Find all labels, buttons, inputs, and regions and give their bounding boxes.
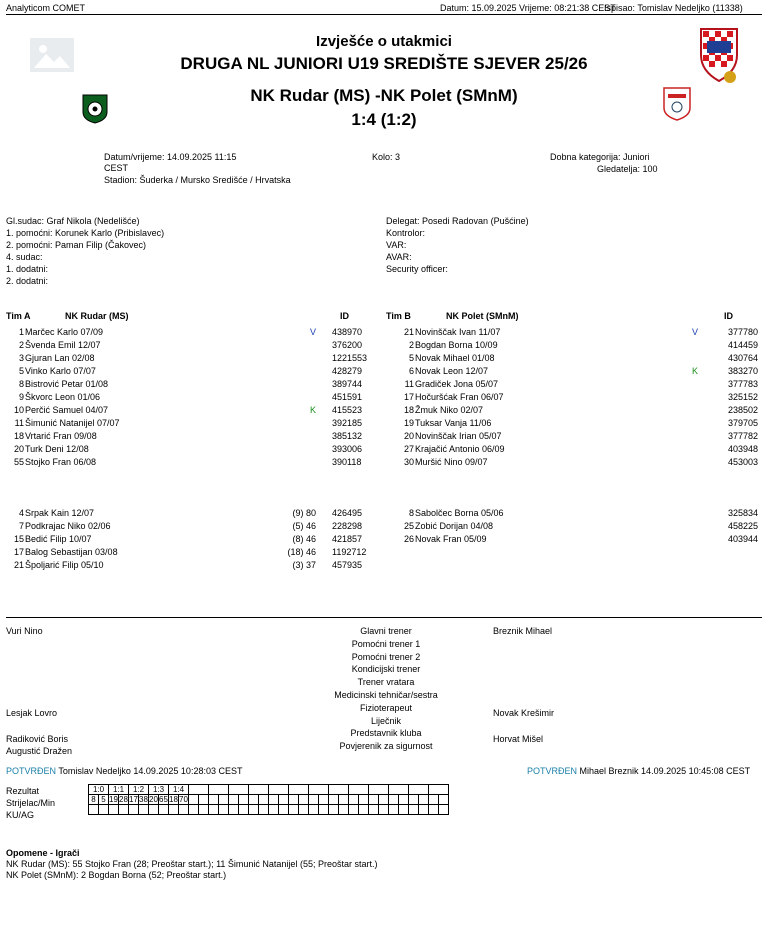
ku-ag-cell bbox=[409, 805, 419, 815]
staff-role: Predstavnik kluba bbox=[350, 728, 422, 739]
score-cell bbox=[409, 785, 429, 795]
official-left-line: 1. dodatni: bbox=[6, 264, 49, 274]
ku-ag-cell bbox=[439, 805, 449, 815]
sub-number: 8 bbox=[408, 508, 414, 518]
report-title: Izvješće o utakmici bbox=[316, 33, 452, 50]
player-number: 18 bbox=[403, 405, 414, 415]
sub-name: Špoljarić Filip 05/10 bbox=[25, 560, 104, 570]
player-name: Bogdan Borna 10/09 bbox=[415, 340, 498, 350]
staff-role: Medicinski tehničar/sestra bbox=[334, 690, 438, 700]
score-cell: 1:4 bbox=[169, 785, 189, 795]
score-cell: 1:0 bbox=[89, 785, 109, 795]
player-number: 21 bbox=[403, 327, 414, 337]
staff-role: Fizioterapeut bbox=[359, 702, 413, 713]
player-id: 377783 bbox=[728, 379, 759, 389]
ku-ag-cell bbox=[179, 805, 189, 815]
scorer-cell: 38 bbox=[139, 795, 148, 804]
sub-info: (9) 80 bbox=[292, 508, 316, 518]
score-cell bbox=[329, 785, 349, 795]
ku-ag-cell bbox=[329, 805, 339, 815]
team-a-physio: Lesjak Lovro bbox=[6, 708, 58, 718]
player-number: 3 bbox=[18, 353, 24, 363]
team-a-security: Augustić Dražen bbox=[6, 746, 73, 756]
ku-ag-cell bbox=[239, 805, 249, 815]
player-name: Žmuk Niko 02/07 bbox=[415, 405, 484, 415]
player-number: 5 bbox=[18, 366, 24, 376]
match-datetime: Datum/vrijeme: 14.09.2025 11:15 bbox=[104, 152, 237, 162]
ku-ag-cell bbox=[369, 805, 379, 815]
ku-ag-cell bbox=[99, 805, 109, 815]
player-id: 377780 bbox=[728, 327, 759, 337]
score-cell bbox=[209, 785, 229, 795]
scorer-cell bbox=[269, 795, 279, 805]
sub-number: 4 bbox=[18, 508, 24, 518]
player-id: 379705 bbox=[728, 418, 759, 428]
staff-role: Glavni trener bbox=[360, 626, 412, 636]
team-b-head-coach: Breznik Mihael bbox=[493, 626, 553, 636]
round: Kolo: 3 bbox=[372, 152, 401, 162]
score-cell bbox=[229, 785, 249, 795]
scorer-cell bbox=[259, 795, 269, 805]
sub-number: 25 bbox=[403, 521, 414, 531]
results-label: Rezultat bbox=[6, 786, 40, 796]
staff-role: Liječnik bbox=[370, 715, 401, 726]
player-name: Švenda Emil 12/07 bbox=[25, 340, 101, 350]
scorer-cell: 19 bbox=[109, 795, 118, 804]
ku-ag-cell bbox=[419, 805, 429, 815]
sub-name: Balog Sebastijan 03/08 bbox=[25, 547, 118, 557]
player-number: 10 bbox=[13, 405, 24, 415]
captain-marker: K bbox=[692, 366, 699, 376]
ku-ag-cell bbox=[229, 805, 239, 815]
team-a-confirmation bbox=[6, 766, 242, 776]
player-id: 451591 bbox=[332, 392, 363, 402]
player-name: Novinščak Irian 05/07 bbox=[415, 431, 502, 441]
ku-ag-cell bbox=[139, 805, 149, 815]
scorer-cell bbox=[249, 795, 259, 805]
scorer-cell bbox=[239, 795, 249, 805]
scorer-cell bbox=[319, 795, 329, 805]
scorer-cell bbox=[229, 795, 239, 805]
official-left-line: Gl.sudac: Graf Nikola (Nedelišće) bbox=[6, 216, 140, 226]
team-b-label: Tim B bbox=[386, 311, 411, 321]
team-b-name: NK Polet (SMnM) bbox=[446, 311, 519, 321]
scorer-cell bbox=[389, 795, 399, 805]
ku-ag-cell bbox=[299, 805, 309, 815]
competition-title: DRUGA NL JUNIORI U19 SREDIŠTE SJEVER 25/26 bbox=[180, 54, 588, 73]
ku-ag-cell bbox=[349, 805, 359, 815]
scorer-cell bbox=[279, 795, 289, 805]
player-id: 430764 bbox=[728, 353, 759, 363]
player-name: Tuksar Vanja 11/06 bbox=[415, 418, 492, 428]
rudar-crest-icon bbox=[82, 94, 108, 124]
scorer-cell bbox=[349, 795, 359, 805]
player-number: 1 bbox=[18, 327, 24, 337]
player-number: 18 bbox=[13, 431, 24, 441]
scorer-cell: 18 bbox=[169, 795, 178, 804]
player-id: 438970 bbox=[332, 327, 363, 337]
sub-id: 228298 bbox=[332, 521, 363, 531]
sub-name: Podkrajac Niko 02/06 bbox=[25, 521, 111, 531]
match-score: 1:4 (1:2) bbox=[351, 110, 417, 129]
sub-id: 421857 bbox=[332, 534, 363, 544]
player-number: 2 bbox=[408, 340, 414, 350]
player-id: 390118 bbox=[332, 457, 362, 467]
vice-captain-marker: V bbox=[310, 327, 317, 337]
score-cell bbox=[389, 785, 409, 795]
sub-id: 457935 bbox=[332, 560, 363, 570]
sub-id: 325834 bbox=[728, 508, 759, 518]
scorer-cell bbox=[409, 795, 419, 805]
scorer-cell bbox=[309, 795, 319, 805]
official-left-line: 2. pomoćni: Paman Filip (Čakovec) bbox=[6, 240, 147, 250]
official-left-line: 4. sudac: bbox=[6, 252, 43, 262]
ku-ag-cell bbox=[159, 805, 169, 815]
printed-by: Ispisao: Tomislav Nedeljko (11338) bbox=[604, 3, 743, 13]
team-a-id-header: ID bbox=[340, 311, 349, 321]
scorer-cell bbox=[299, 795, 309, 805]
team-a-representative: Radiković Boris bbox=[6, 734, 69, 744]
sub-number: 26 bbox=[403, 534, 414, 544]
scorer-cell bbox=[289, 795, 299, 805]
staff-role: Pomoćni trener 2 bbox=[351, 651, 421, 662]
ku-ag-cell bbox=[429, 805, 439, 815]
team-a-confirmed-tag: POTVRĐEN bbox=[6, 766, 57, 776]
player-name: Novak Leon 12/07 bbox=[415, 366, 489, 376]
player-id: 428279 bbox=[332, 366, 363, 376]
ku-ag-cell bbox=[319, 805, 329, 815]
sub-number: 17 bbox=[13, 547, 24, 557]
scorer-cell: 17 bbox=[129, 795, 138, 804]
ku-ag-cell bbox=[149, 805, 159, 815]
player-name: Marčec Karlo 07/09 bbox=[25, 327, 104, 337]
official-left-line: 1. pomoćni: Korunek Karlo (Pribislavec) bbox=[6, 228, 165, 238]
team-b-id-header: ID bbox=[724, 311, 733, 321]
player-name: Novak Mihael 01/08 bbox=[415, 353, 495, 363]
ku-ag-cell bbox=[89, 805, 99, 815]
player-name: Šimunić Natanijel 07/07 bbox=[25, 418, 120, 428]
scorer-cell bbox=[439, 795, 449, 805]
ku-ag-cell bbox=[209, 805, 219, 815]
official-right-line: Delegat: Posedi Radovan (Pušćine) bbox=[386, 216, 529, 226]
player-name: Novinščak Ivan 11/07 bbox=[415, 327, 501, 337]
section-divider bbox=[6, 617, 762, 618]
team-a-confirmed-text: Tomislav Nedeljko 14.09.2025 10:28:03 CEST bbox=[58, 766, 243, 776]
stadium: Stadion: Šuderka / Mursko Središće / Hrvatska bbox=[104, 175, 291, 185]
ku-ag-cell bbox=[129, 805, 139, 815]
sub-number: 21 bbox=[13, 560, 24, 570]
player-name: Stojko Fran 06/08 bbox=[25, 457, 97, 467]
print-datetime: Datum: 15.09.2025 Vrijeme: 08:21:38 CEST bbox=[440, 3, 616, 13]
player-number: 8 bbox=[18, 379, 24, 389]
staff-role: Pomoćni trener 1 bbox=[351, 638, 421, 649]
ku-ag-cell bbox=[199, 805, 209, 815]
sub-id: 403944 bbox=[728, 534, 759, 544]
sub-name: Srpak Kain 12/07 bbox=[25, 508, 95, 518]
scorer-cell bbox=[219, 795, 229, 805]
sub-info: (18) 46 bbox=[287, 547, 316, 557]
scorer-cell: 70 bbox=[179, 795, 188, 804]
header-divider bbox=[6, 14, 762, 15]
player-id: 453003 bbox=[728, 457, 759, 467]
player-number: 27 bbox=[403, 444, 414, 454]
team-b-confirmation bbox=[527, 766, 750, 776]
scorer-cell bbox=[359, 795, 369, 805]
polet-crest-icon bbox=[662, 86, 692, 122]
sub-info: (5) 46 bbox=[292, 521, 316, 531]
ku-ag-cell bbox=[169, 805, 179, 815]
player-number: 30 bbox=[403, 457, 414, 467]
player-name: Gradiček Jona 05/07 bbox=[415, 379, 499, 389]
player-name: Perčić Samuel 04/07 bbox=[25, 405, 109, 415]
player-name: Muršić Nino 09/07 bbox=[415, 457, 488, 467]
player-id: 385132 bbox=[332, 431, 363, 441]
ku-ag-cell bbox=[289, 805, 299, 815]
player-id: 403948 bbox=[728, 444, 759, 454]
sub-id: 458225 bbox=[728, 521, 759, 531]
player-id: 392185 bbox=[332, 418, 363, 428]
cautions-team-b: NK Polet (SMnM): 2 Bogdan Borna (52; Preoštar start.) bbox=[6, 870, 227, 880]
sub-name: Zobić Dorijan 04/08 bbox=[415, 521, 494, 531]
ku-ag-cell bbox=[219, 805, 229, 815]
sub-name: Sabolčec Borna 05/06 bbox=[415, 508, 504, 518]
scorer-cell bbox=[379, 795, 389, 805]
player-number: 6 bbox=[408, 366, 414, 376]
results-grid bbox=[88, 784, 449, 815]
scorer-cell bbox=[339, 795, 349, 805]
scorer-cell bbox=[329, 795, 339, 805]
ku-ag-cell bbox=[359, 805, 369, 815]
cautions-title: Opomene - Igrači bbox=[6, 848, 80, 858]
ku-ag-cell bbox=[279, 805, 289, 815]
player-name: Vinko Karlo 07/07 bbox=[25, 366, 96, 376]
staff-role: Kondicijski trener bbox=[351, 664, 421, 675]
ku-ag-cell bbox=[119, 805, 129, 815]
player-name: Krajačić Antonio 06/09 bbox=[415, 444, 505, 454]
ku-ag-cell bbox=[389, 805, 399, 815]
ku-ag-cell bbox=[269, 805, 279, 815]
ku-ag-cell bbox=[399, 805, 409, 815]
player-number: 55 bbox=[13, 457, 24, 467]
official-right-line: AVAR: bbox=[386, 252, 412, 262]
age-category: Dobna kategorija: Juniori bbox=[550, 152, 650, 162]
sub-number: 7 bbox=[18, 521, 24, 531]
player-number: 5 bbox=[408, 353, 414, 363]
scorer-cell bbox=[399, 795, 409, 805]
score-cell bbox=[189, 785, 209, 795]
ku-ag-cell bbox=[259, 805, 269, 815]
score-cell bbox=[309, 785, 329, 795]
player-name: Hočuršćak Fran 06/07 bbox=[415, 392, 504, 402]
team-b-confirmed-text: Mihael Breznik 14.09.2025 10:45:08 CEST bbox=[579, 766, 751, 776]
player-id: 383270 bbox=[728, 366, 759, 376]
team-a-head-coach: Vuri Nino bbox=[6, 626, 43, 636]
player-id: 393006 bbox=[332, 444, 363, 454]
player-id: 1221553 bbox=[332, 353, 368, 363]
staff-role: Trener vratara bbox=[357, 677, 415, 688]
player-id: 377782 bbox=[728, 431, 759, 441]
score-cell bbox=[349, 785, 369, 795]
score-cell bbox=[429, 785, 449, 795]
cautions-team-a: NK Rudar (MS): 55 Stojko Fran (28; Preoštar start.); 11 Šimunić Natanijel (55; Preoštar start.) bbox=[6, 859, 378, 869]
player-number: 19 bbox=[403, 418, 414, 428]
player-name: Gjuran Lan 02/08 bbox=[25, 353, 95, 363]
scorer-cell: 28 bbox=[119, 795, 128, 804]
attendance: Gledatelja: 100 bbox=[597, 164, 658, 174]
player-id: 238502 bbox=[728, 405, 759, 415]
team-b-confirmed-tag: POTVRĐEN bbox=[527, 766, 578, 776]
score-cell bbox=[249, 785, 269, 795]
player-name: Škvorc Leon 01/06 bbox=[25, 392, 101, 402]
app-name: Analyticom COMET bbox=[6, 3, 86, 13]
sub-name: Bedić Filip 10/07 bbox=[25, 534, 92, 544]
player-id: 415523 bbox=[332, 405, 363, 415]
scorer-cell: 65 bbox=[159, 795, 168, 804]
official-left-line: 2. dodatni: bbox=[6, 276, 49, 286]
ku-ag-cell bbox=[379, 805, 389, 815]
player-number: 17 bbox=[403, 392, 414, 402]
player-number: 9 bbox=[18, 392, 24, 402]
team-a-name: NK Rudar (MS) bbox=[65, 311, 129, 321]
ku-ag-cell bbox=[339, 805, 349, 815]
score-cell bbox=[269, 785, 289, 795]
player-id: 389744 bbox=[332, 379, 363, 389]
scorer-cell bbox=[189, 795, 199, 805]
player-number: 2 bbox=[18, 340, 24, 350]
ku-ag-cell bbox=[109, 805, 119, 815]
team-b-physio: Novak Krešimir bbox=[493, 708, 555, 718]
score-cell: 1:3 bbox=[149, 785, 169, 795]
sub-name: Novak Fran 05/09 bbox=[415, 534, 487, 544]
scorer-cell bbox=[209, 795, 219, 805]
player-number: 11 bbox=[404, 379, 414, 389]
player-number: 20 bbox=[13, 444, 24, 454]
scorer-cell: 8 bbox=[89, 795, 99, 805]
score-cell: 1:2 bbox=[129, 785, 149, 795]
team-b-representative: Horvat Mišel bbox=[493, 734, 544, 744]
ku-ag-cell bbox=[309, 805, 319, 815]
player-id: 414459 bbox=[728, 340, 759, 350]
match-timezone: CEST bbox=[104, 163, 129, 173]
sub-number: 15 bbox=[13, 534, 24, 544]
captain-marker: K bbox=[310, 405, 317, 415]
staff-role: Povjerenik za sigurnost bbox=[339, 741, 433, 752]
player-number: 11 bbox=[14, 418, 24, 428]
sub-id: 1192712 bbox=[332, 547, 367, 557]
scorer-cell bbox=[199, 795, 209, 805]
player-name: Turk Deni 12/08 bbox=[25, 444, 89, 454]
ku-ag-label: KU/AG bbox=[6, 810, 35, 820]
scorer-cell: 20 bbox=[149, 795, 158, 804]
team-a-label: Tim A bbox=[6, 311, 31, 321]
scorer-cell bbox=[419, 795, 429, 805]
vice-captain-marker: V bbox=[692, 327, 699, 337]
scorer-cell bbox=[429, 795, 439, 805]
match-title: NK Rudar (MS) -NK Polet (SMnM) bbox=[250, 86, 518, 105]
score-cell: 1:1 bbox=[109, 785, 129, 795]
score-cell bbox=[289, 785, 309, 795]
player-name: Bistrović Petar 01/08 bbox=[25, 379, 109, 389]
player-name: Vrtarić Fran 09/08 bbox=[25, 431, 97, 441]
player-number: 20 bbox=[403, 431, 414, 441]
sub-info: (3) 37 bbox=[292, 560, 316, 570]
sub-info: (8) 46 bbox=[292, 534, 316, 544]
score-cell bbox=[369, 785, 389, 795]
scorers-label: Strijelac/Min bbox=[6, 798, 56, 808]
scorer-cell bbox=[369, 795, 379, 805]
official-right-line: VAR: bbox=[386, 240, 407, 250]
player-id: 376200 bbox=[332, 340, 363, 350]
sub-id: 426495 bbox=[332, 508, 363, 518]
ku-ag-cell bbox=[189, 805, 199, 815]
official-right-line: Security officer: bbox=[386, 264, 448, 274]
official-right-line: Kontrolor: bbox=[386, 228, 426, 238]
player-id: 325152 bbox=[728, 392, 759, 402]
ku-ag-cell bbox=[249, 805, 259, 815]
scorer-cell: 5 bbox=[99, 795, 109, 805]
